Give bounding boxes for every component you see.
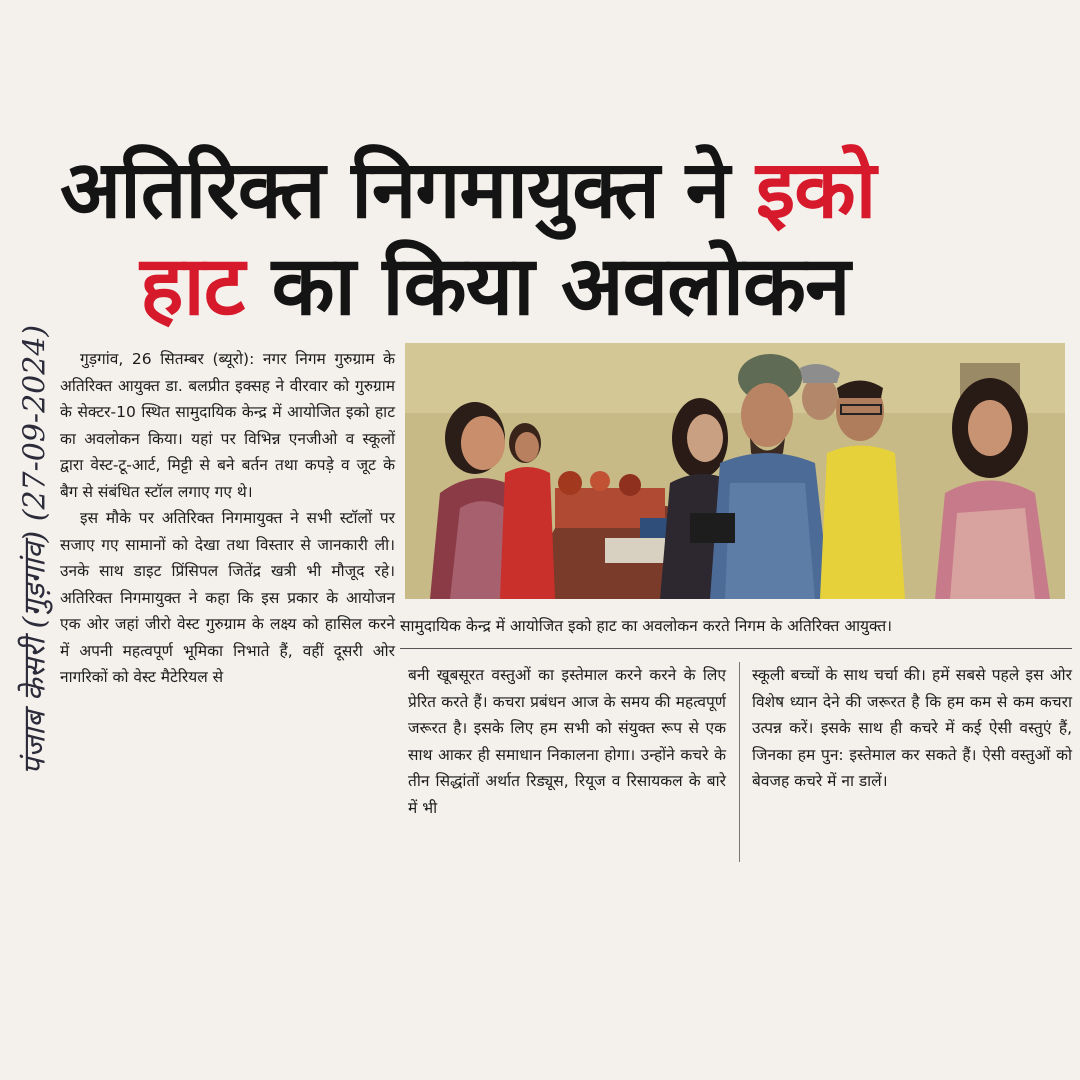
article-column-2 <box>408 662 726 821</box>
article-column-3 <box>752 662 1072 795</box>
headline-black-part-2: का किया अवलोकन <box>244 239 850 334</box>
article-paragraph-2: इस मौके पर अतिरिक्त निगमायुक्त ने सभी स्टॉलों पर सजाए गए सामानों को देखा तथा विस्तार से जानकारी ली। उनके साथ डाइट प्रिंसिपल जितेंद्र खत्री भी मौजूद रहे। अतिरिक्त निगमायुक्त ने कहा कि इस प्रकार के आयोजन एक ओर जहां जीरो वेस्ट गुरुग्राम के लक्ष्य को हासिल करने में अपनी महत्वपूर्ण भूमिका निभाते हैं, वहीं दूसरी ओर नागरिकों को वेस्ट मैटेरियल से <box>60 509 395 686</box>
handwritten-source-note: पंजाब केसरी (गुड़गांव) (27-09-2024) <box>17 324 53 776</box>
headline-line-1 <box>60 143 876 236</box>
photo-illustration <box>405 343 1065 599</box>
headline-line-2 <box>140 239 850 334</box>
caption-divider <box>400 648 1072 649</box>
news-photo <box>405 343 1065 599</box>
photo-caption: सामुदायिक केन्द्र में आयोजित इको हाट का अवलोकन करते निगम के अतिरिक्त आयुक्त। <box>400 617 893 635</box>
column-divider <box>739 662 740 862</box>
article-paragraph-1: गुड़गांव, 26 सितम्बर (ब्यूरो): नगर निगम गुरुग्राम के अतिरिक्त आयुक्त डा. बलप्रीत इक्सह ने वीरवार को गुरुग्राम के सेक्टर-10 स्थित सामुदायिक केन्द्र में आयोजित इको हाट का अवलोकन किया। यहां पर विभिन्न एनजीओ व स्कूलों द्वारा वेस्ट-टू-आर्ट, मिट्टी से बने बर्तन तथा कपड़े व जूट के बैग से संबंधित स्टॉल लगाए गए थे। <box>60 350 395 501</box>
article-paragraph-3: बनी खूबसूरत वस्तुओं का इस्तेमाल करने करने के लिए प्रेरित करते हैं। कचरा प्रबंधन आज के समय की महत्वपूर्ण जरूरत है। इसके लिए हम सभी को संयुक्त रूप से एक साथ आकर ही समाधान निकालना होगा। उन्होंने कचरे के तीन सिद्धांतों अर्थात रिड्यूस, रियूज व रिसायकल के बारे में भी <box>408 666 726 817</box>
article-paragraph-4: स्कूली बच्चों के साथ चर्चा की। हमें सबसे पहले इस ओर विशेष ध्यान देने की जरूरत है कि हम कम से कम कचरा उत्पन्न करें। इसके साथ ही कचरे में कई ऐसी वस्तुएं हैं, जिनका हम पुन: इस्तेमाल कर सकते हैं। ऐसी वस्तुओं को बेवजह कचरे में ना डालें। <box>752 666 1072 790</box>
headline-black-part-1: अतिरिक्त निगमायुक्त ने <box>60 143 756 236</box>
headline-red-part-1: इको <box>755 143 876 236</box>
headline-red-part-2: हाट <box>140 239 245 334</box>
article-column-1 <box>60 346 395 691</box>
